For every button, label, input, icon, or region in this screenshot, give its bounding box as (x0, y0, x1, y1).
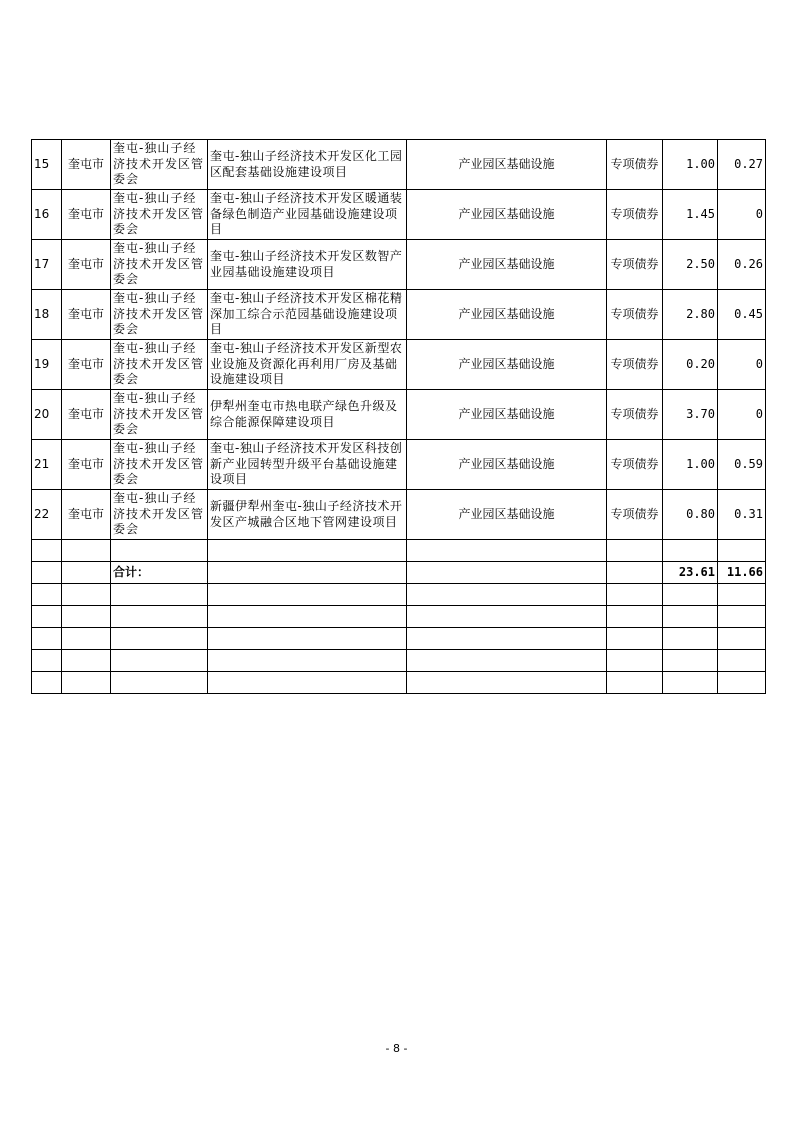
empty-cell (718, 584, 766, 606)
table-row (32, 240, 766, 290)
table-row (32, 190, 766, 240)
amount-cell: 2.80 (663, 290, 718, 340)
type-cell: 产业园区基础设施 (407, 490, 607, 540)
empty-cell (607, 606, 663, 628)
project-cell: 伊犁州奎屯市热电联产绿色升级及综合能源保障建设项目 (208, 390, 407, 440)
amount2-cell: 0 (718, 190, 766, 240)
empty-cell (663, 606, 718, 628)
unit-cell: 奎屯-独山子经济技术开发区管委会 (111, 390, 208, 440)
empty-cell (111, 540, 208, 562)
project-cell: 奎屯-独山子经济技术开发区新型农业设施及资源化再利用厂房及基础设施建设项目 (208, 340, 407, 390)
empty-cell (32, 650, 62, 672)
amount-cell: 1.00 (663, 440, 718, 490)
total-label: 合计： (111, 562, 208, 584)
row-number: 18 (32, 290, 62, 340)
amount-cell: 1.45 (663, 190, 718, 240)
empty-cell (607, 650, 663, 672)
project-cell: 奎屯-独山子经济技术开发区棉花精深加工综合示范园基础设施建设项目 (208, 290, 407, 340)
project-cell: 新疆伊犁州奎屯-独山子经济技术开发区产城融合区地下管网建设项目 (208, 490, 407, 540)
amount2-cell: 0.26 (718, 240, 766, 290)
empty-cell (407, 584, 607, 606)
row-number: 20 (32, 390, 62, 440)
project-table (31, 139, 766, 694)
project-cell: 奎屯-独山子经济技术开发区科技创新产业园转型升级平台基础设施建设项目 (208, 440, 407, 490)
type-cell: 产业园区基础设施 (407, 140, 607, 190)
empty-cell (208, 562, 407, 584)
empty-cell (663, 672, 718, 694)
unit-cell: 奎屯-独山子经济技术开发区管委会 (111, 140, 208, 190)
project-cell: 奎屯-独山子经济技术开发区化工园区配套基础设施建设项目 (208, 140, 407, 190)
empty-cell (62, 606, 111, 628)
empty-cell (208, 628, 407, 650)
empty-cell (718, 672, 766, 694)
row-number: 21 (32, 440, 62, 490)
city-cell: 奎屯市 (62, 190, 111, 240)
table-row (32, 340, 766, 390)
city-cell: 奎屯市 (62, 440, 111, 490)
type-cell: 产业园区基础设施 (407, 440, 607, 490)
empty-cell (718, 606, 766, 628)
empty-cell (718, 650, 766, 672)
unit-cell: 奎屯-独山子经济技术开发区管委会 (111, 440, 208, 490)
empty-cell (407, 650, 607, 672)
empty-cell (607, 540, 663, 562)
city-cell: 奎屯市 (62, 390, 111, 440)
amount-cell: 0.80 (663, 490, 718, 540)
amount-cell: 3.70 (663, 390, 718, 440)
empty-cell (407, 606, 607, 628)
empty-cell (32, 672, 62, 694)
amount-cell: 2.50 (663, 240, 718, 290)
row-number: 17 (32, 240, 62, 290)
amount-cell: 1.00 (663, 140, 718, 190)
empty-row (32, 584, 766, 606)
unit-cell: 奎屯-独山子经济技术开发区管委会 (111, 290, 208, 340)
empty-row (32, 650, 766, 672)
empty-cell (607, 562, 663, 584)
empty-cell (663, 540, 718, 562)
page-number: - 8 - (385, 1042, 408, 1055)
type-cell: 产业园区基础设施 (407, 390, 607, 440)
unit-cell: 奎屯-独山子经济技术开发区管委会 (111, 240, 208, 290)
empty-row (32, 606, 766, 628)
bond-cell: 专项债券 (607, 490, 663, 540)
empty-cell (208, 606, 407, 628)
bond-cell: 专项债券 (607, 440, 663, 490)
empty-row (32, 540, 766, 562)
unit-cell: 奎屯-独山子经济技术开发区管委会 (111, 190, 208, 240)
amount-cell: 0.20 (663, 340, 718, 390)
empty-row (32, 672, 766, 694)
empty-cell (62, 562, 111, 584)
empty-cell (663, 584, 718, 606)
empty-cell (111, 606, 208, 628)
empty-cell (62, 540, 111, 562)
empty-cell (62, 672, 111, 694)
project-cell: 奎屯-独山子经济技术开发区数智产业园基础设施建设项目 (208, 240, 407, 290)
table-row (32, 490, 766, 540)
amount2-cell: 0.45 (718, 290, 766, 340)
empty-cell (718, 628, 766, 650)
empty-cell (663, 628, 718, 650)
amount2-cell: 0.31 (718, 490, 766, 540)
empty-cell (407, 628, 607, 650)
type-cell: 产业园区基础设施 (407, 290, 607, 340)
amount2-cell: 0 (718, 390, 766, 440)
bond-cell: 专项债券 (607, 190, 663, 240)
project-cell: 奎屯-独山子经济技术开发区暖通装备绿色制造产业园基础设施建设项目 (208, 190, 407, 240)
row-number: 15 (32, 140, 62, 190)
empty-cell (111, 628, 208, 650)
empty-cell (111, 672, 208, 694)
row-number: 22 (32, 490, 62, 540)
empty-cell (32, 584, 62, 606)
unit-cell: 奎屯-独山子经济技术开发区管委会 (111, 490, 208, 540)
empty-cell (62, 650, 111, 672)
bond-cell: 专项债券 (607, 390, 663, 440)
table-row (32, 290, 766, 340)
unit-cell: 奎屯-独山子经济技术开发区管委会 (111, 340, 208, 390)
empty-cell (407, 540, 607, 562)
empty-cell (607, 672, 663, 694)
city-cell: 奎屯市 (62, 240, 111, 290)
total-amount2: 11.66 (718, 562, 766, 584)
type-cell: 产业园区基础设施 (407, 190, 607, 240)
empty-cell (208, 540, 407, 562)
empty-cell (407, 562, 607, 584)
empty-cell (62, 628, 111, 650)
empty-cell (607, 584, 663, 606)
empty-cell (111, 650, 208, 672)
empty-cell (32, 540, 62, 562)
city-cell: 奎屯市 (62, 340, 111, 390)
bond-cell: 专项债券 (607, 340, 663, 390)
empty-cell (111, 584, 208, 606)
empty-row (32, 628, 766, 650)
table-row (32, 140, 766, 190)
amount2-cell: 0.27 (718, 140, 766, 190)
city-cell: 奎屯市 (62, 140, 111, 190)
empty-cell (32, 628, 62, 650)
bond-cell: 专项债券 (607, 290, 663, 340)
empty-cell (208, 650, 407, 672)
city-cell: 奎屯市 (62, 290, 111, 340)
type-cell: 产业园区基础设施 (407, 340, 607, 390)
type-cell: 产业园区基础设施 (407, 240, 607, 290)
table-row (32, 440, 766, 490)
empty-cell (718, 540, 766, 562)
amount2-cell: 0 (718, 340, 766, 390)
empty-cell (208, 584, 407, 606)
total-row (32, 562, 766, 584)
empty-cell (407, 672, 607, 694)
amount2-cell: 0.59 (718, 440, 766, 490)
empty-cell (32, 606, 62, 628)
total-amount: 23.61 (663, 562, 718, 584)
row-number: 16 (32, 190, 62, 240)
city-cell: 奎屯市 (62, 490, 111, 540)
empty-cell (32, 562, 62, 584)
bond-cell: 专项债券 (607, 240, 663, 290)
bond-cell: 专项债券 (607, 140, 663, 190)
row-number: 19 (32, 340, 62, 390)
empty-cell (663, 650, 718, 672)
table-row (32, 390, 766, 440)
empty-cell (607, 628, 663, 650)
empty-cell (208, 672, 407, 694)
empty-cell (62, 584, 111, 606)
